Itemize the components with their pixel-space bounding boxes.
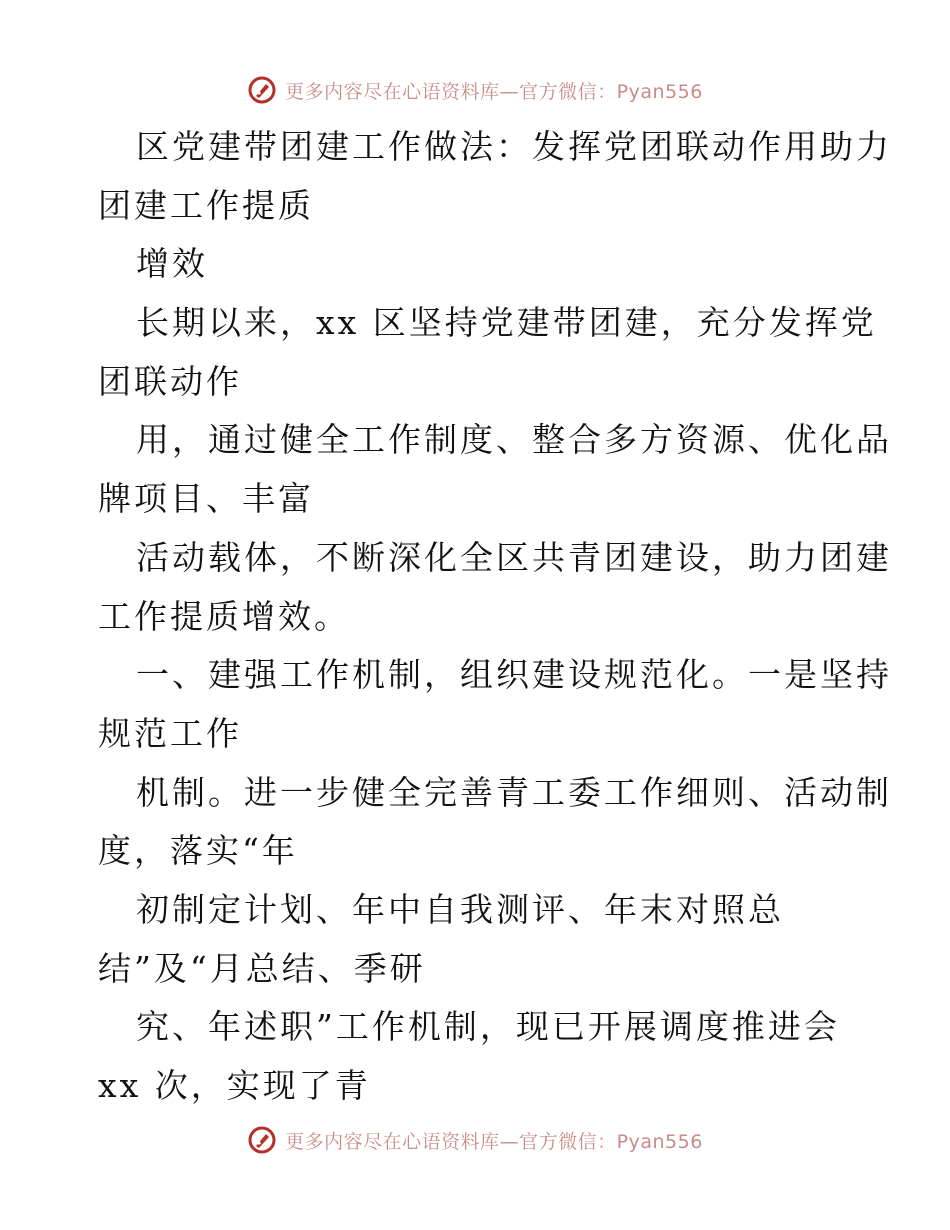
text-line: 区党建带团建工作做法：发挥党团联动作用助力 xyxy=(136,127,892,166)
text-line: 工作提质增效。 xyxy=(98,596,350,636)
text-line: 一、建强工作机制，组织建设规范化。一是坚持 xyxy=(136,655,892,695)
watermark-text: 更多内容尽在心语资料库—官方微信：Pyan556 xyxy=(285,80,703,103)
text-line: 究、年述职”工作机制，现已开展调度推进会 xyxy=(136,1007,840,1047)
text-line: 机制。进一步健全完善青工委工作细则、活动制 xyxy=(136,772,892,812)
text-line: 规范工作 xyxy=(98,713,242,753)
footer-watermark xyxy=(0,1120,950,1160)
document-body xyxy=(98,118,892,1116)
pen-nib-seal-icon xyxy=(247,75,277,105)
text-line: 长期以来，xx 区坚持党建带团建，充分发挥党 xyxy=(136,303,877,343)
text-line: 结”及“月总结、季研 xyxy=(98,948,426,988)
text-line: 度，落实“年 xyxy=(98,831,298,871)
pen-nib-seal-icon xyxy=(247,1125,277,1155)
text-line: 团联动作 xyxy=(98,361,242,401)
text-line: 增效 xyxy=(136,244,208,284)
watermark-text: 更多内容尽在心语资料库—官方微信：Pyan556 xyxy=(285,1130,703,1153)
header-watermark xyxy=(0,70,950,110)
text-line: 团建工作提质 xyxy=(98,185,314,225)
text-line: 牌项目、丰富 xyxy=(98,479,314,519)
text-line: 初制定计划、年中自我测评、年末对照总 xyxy=(136,889,784,929)
text-line: 活动载体，不断深化全区共青团建设，助力团建 xyxy=(136,537,892,577)
text-line: xx 次，实现了青 xyxy=(98,1066,371,1105)
text-line: 用，通过健全工作制度、整合多方资源、优化品 xyxy=(136,420,892,460)
